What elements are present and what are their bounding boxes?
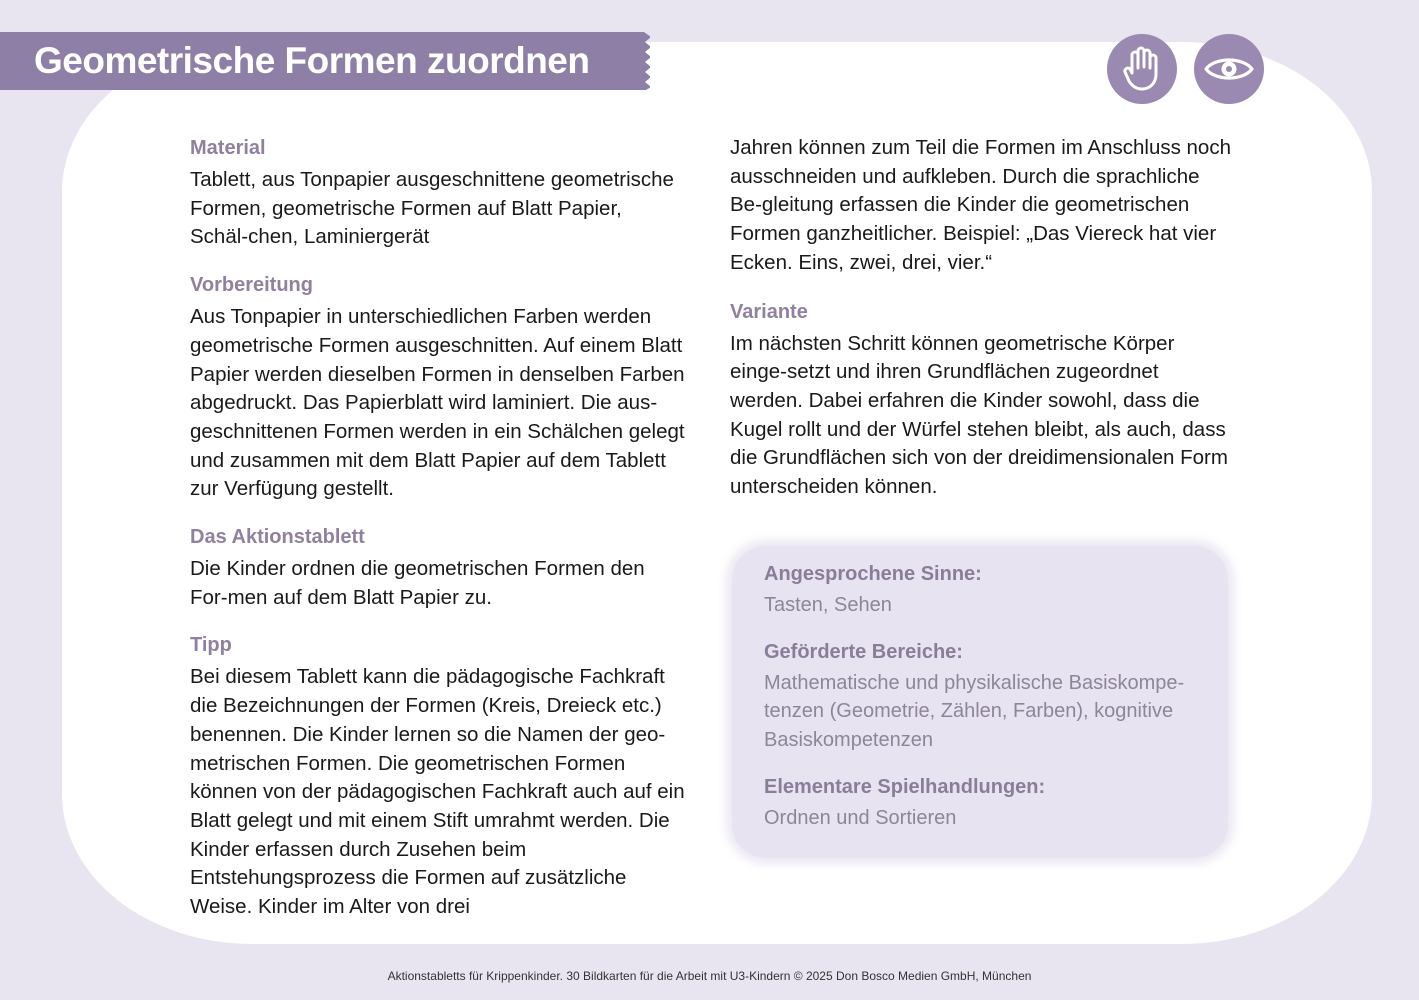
section-variante [730, 298, 1235, 502]
section-aktionstablett [190, 523, 685, 612]
section-text: Aus Tonpapier in unterschiedlichen Farben werden geometrische Formen ausgeschnitten. Auf einem Blatt Papier werden dieselben Formen in denselben Farben abgedruckt. Das Papierblatt wird laminiert. Die aus-geschnittenen Formen werden in ein Schälchen gelegt und zusammen mit dem Blatt Papier auf dem Tablett zur Verfügung gestellt. [190, 305, 685, 501]
info-heading: Angesprochene Sinne: [764, 563, 982, 585]
info-spielhandlungen [764, 773, 1204, 833]
right-column [730, 134, 1235, 502]
section-text: Tablett, aus Tonpapier ausgeschnittene geometrische Formen, geometrische Formen auf Blatt Papier, Schäl-chen, Laminiergerät [190, 168, 674, 249]
info-text: Tasten, Sehen [764, 594, 892, 616]
info-box-content [764, 560, 1204, 833]
page-title: Geometrische Formen zuordnen [34, 40, 590, 81]
info-sinne [764, 560, 1204, 620]
section-text: Im nächsten Schritt können geometrische Körper einge-setzt und ihren Grundflächen zugeordnet werden. Dabei erfahren die Kinder sowohl, dass die Kugel rollt und der Würfel stehen bleibt, als auch, dass die Grundflächen sich von der dreidimensionalen Form unterscheiden können. [730, 331, 1228, 499]
section-vorbereitung [190, 271, 685, 504]
info-heading: Geförderte Bereiche: [764, 640, 963, 663]
section-heading: Material [190, 137, 266, 159]
left-column [190, 134, 685, 922]
info-box [732, 546, 1228, 858]
section-text: Bei diesem Tablett kann die pädagogische Fachkraft die Bezeichnungen der Formen (Kreis, Dreieck etc.) benennen. Die Kinder lernen so die Namen der geo-metrischen Formen. Die geometrischen Formen können von der pädagogischen Fachkraft auch auf ein Blatt gelegt und mit einem Stift umrahmt werden. Die Kinder erfassen durch Zusehen beim Entstehungsprozess die Formen auf zusätzliche Weise. Kinder im Alter von drei [190, 665, 685, 919]
section-material [190, 134, 685, 252]
info-text: Ordnen und Sortieren [764, 806, 957, 829]
section-text: Die Kinder ordnen die geometrischen Formen den For-men auf dem Blatt Papier zu. [190, 557, 645, 609]
footer-copyright: Aktionstabletts für Krippenkinder. 30 Bildkarten für die Arbeit mit U3-Kindern © 2025 Don Bosco Medien GmbH, München [387, 969, 1032, 983]
section-tipp [190, 631, 685, 921]
info-heading: Elementare Spielhandlungen: [764, 775, 1046, 798]
hand-icon [1107, 34, 1177, 104]
section-heading: Das Aktionstablett [190, 526, 365, 549]
section-heading: Variante [730, 300, 808, 323]
section-text: Jahren können zum Teil die Formen im Anschluss noch ausschneiden und aufkleben. Durch die sprachliche Be-gleitung erfassen die Kinder die geometrischen Formen ganzheitlicher. Beispiel: „Das Viereck hat vier Ecken. Eins, zwei, drei, vier.“ [730, 136, 1231, 274]
info-text: Mathematische und physikalische Basiskompe-tenzen (Geometrie, Zählen, Farben), kognitive Basiskompetenzen [764, 671, 1185, 752]
section-heading: Vorbereitung [190, 274, 313, 297]
title-banner [0, 32, 650, 90]
section-heading: Tipp [190, 634, 232, 657]
section-tipp-continued [730, 134, 1235, 278]
info-bereiche [764, 638, 1204, 755]
eye-icon [1194, 34, 1264, 104]
